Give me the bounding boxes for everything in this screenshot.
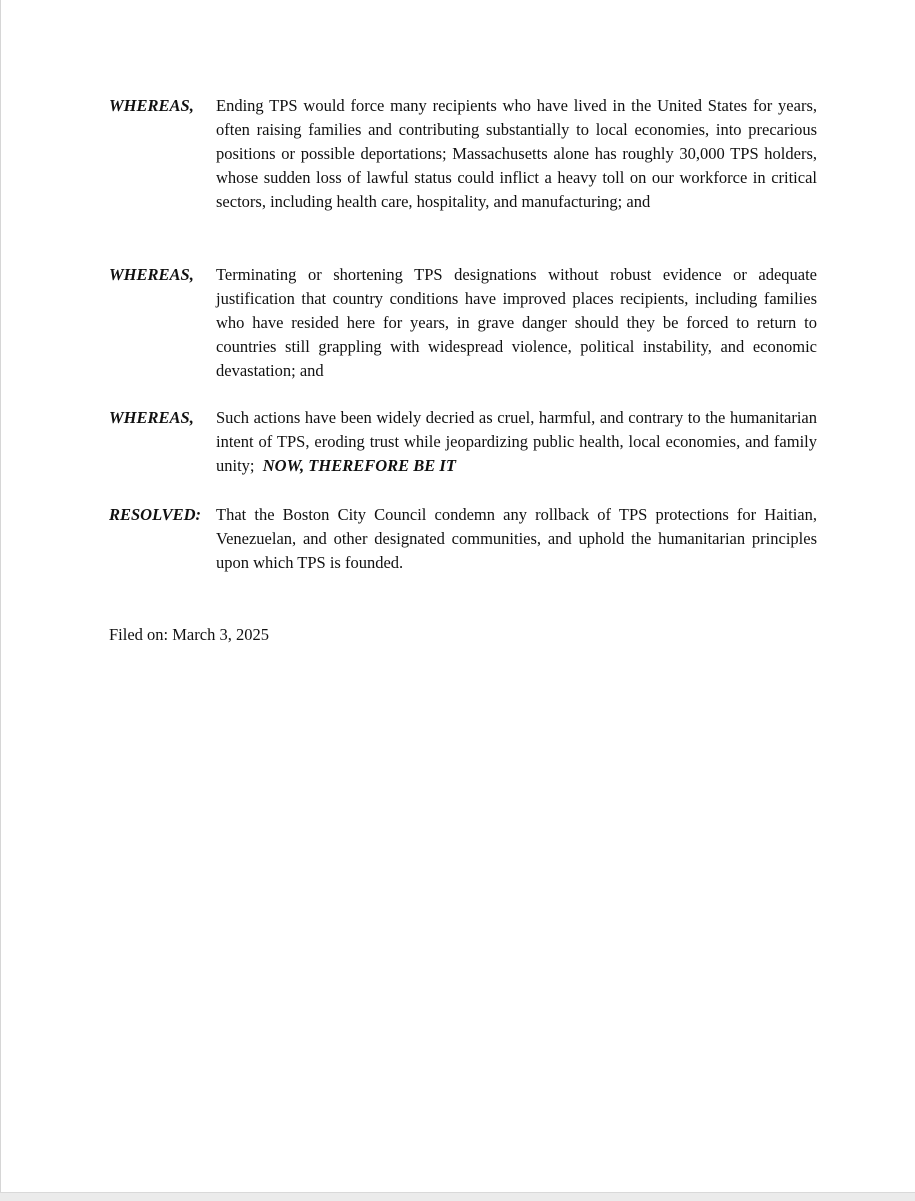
clause-text bbox=[216, 406, 817, 478]
clause-text: Ending TPS would force many recipients who have lived in the United States for years, often raising families and contributing substantially to local economies, into precarious positions or possible deportations; Massachusetts alone has roughly 30,000 TPS holders, whose sudden loss of lawful status could inflict a heavy toll on our workforce in critical sectors, including health care, hospitality, and manufacturing; and bbox=[216, 96, 817, 211]
clause-label: WHEREAS, bbox=[109, 96, 194, 115]
clause-text: That the Boston City Council condemn any rollback of TPS protections for Haitian, Venezuelan, and other designated communities, and uphold the humanitarian principles upon which TPS is founded. bbox=[216, 505, 817, 572]
clause-label: WHEREAS, bbox=[109, 408, 194, 427]
filed-date: Filed on: March 3, 2025 bbox=[109, 625, 269, 644]
clause-label: RESOLVED: bbox=[109, 505, 201, 524]
therefore-emphasis: NOW, THEREFORE BE IT bbox=[262, 456, 456, 475]
clause-label: WHEREAS, bbox=[109, 265, 194, 284]
clause-text-body: Such actions have been widely decried as cruel, harmful, and contrary to the humanitarian intent of TPS, eroding trust while jeopardizing public health, local economies, and family unity; bbox=[216, 408, 817, 475]
clause-text: Terminating or shortening TPS designations without robust evidence or adequate justification that country conditions have improved places recipients, including families who have resided here for years, in grave danger should they be forced to return to countries still grappling with widespread violence, political instability, and economic devastation; and bbox=[216, 265, 817, 380]
